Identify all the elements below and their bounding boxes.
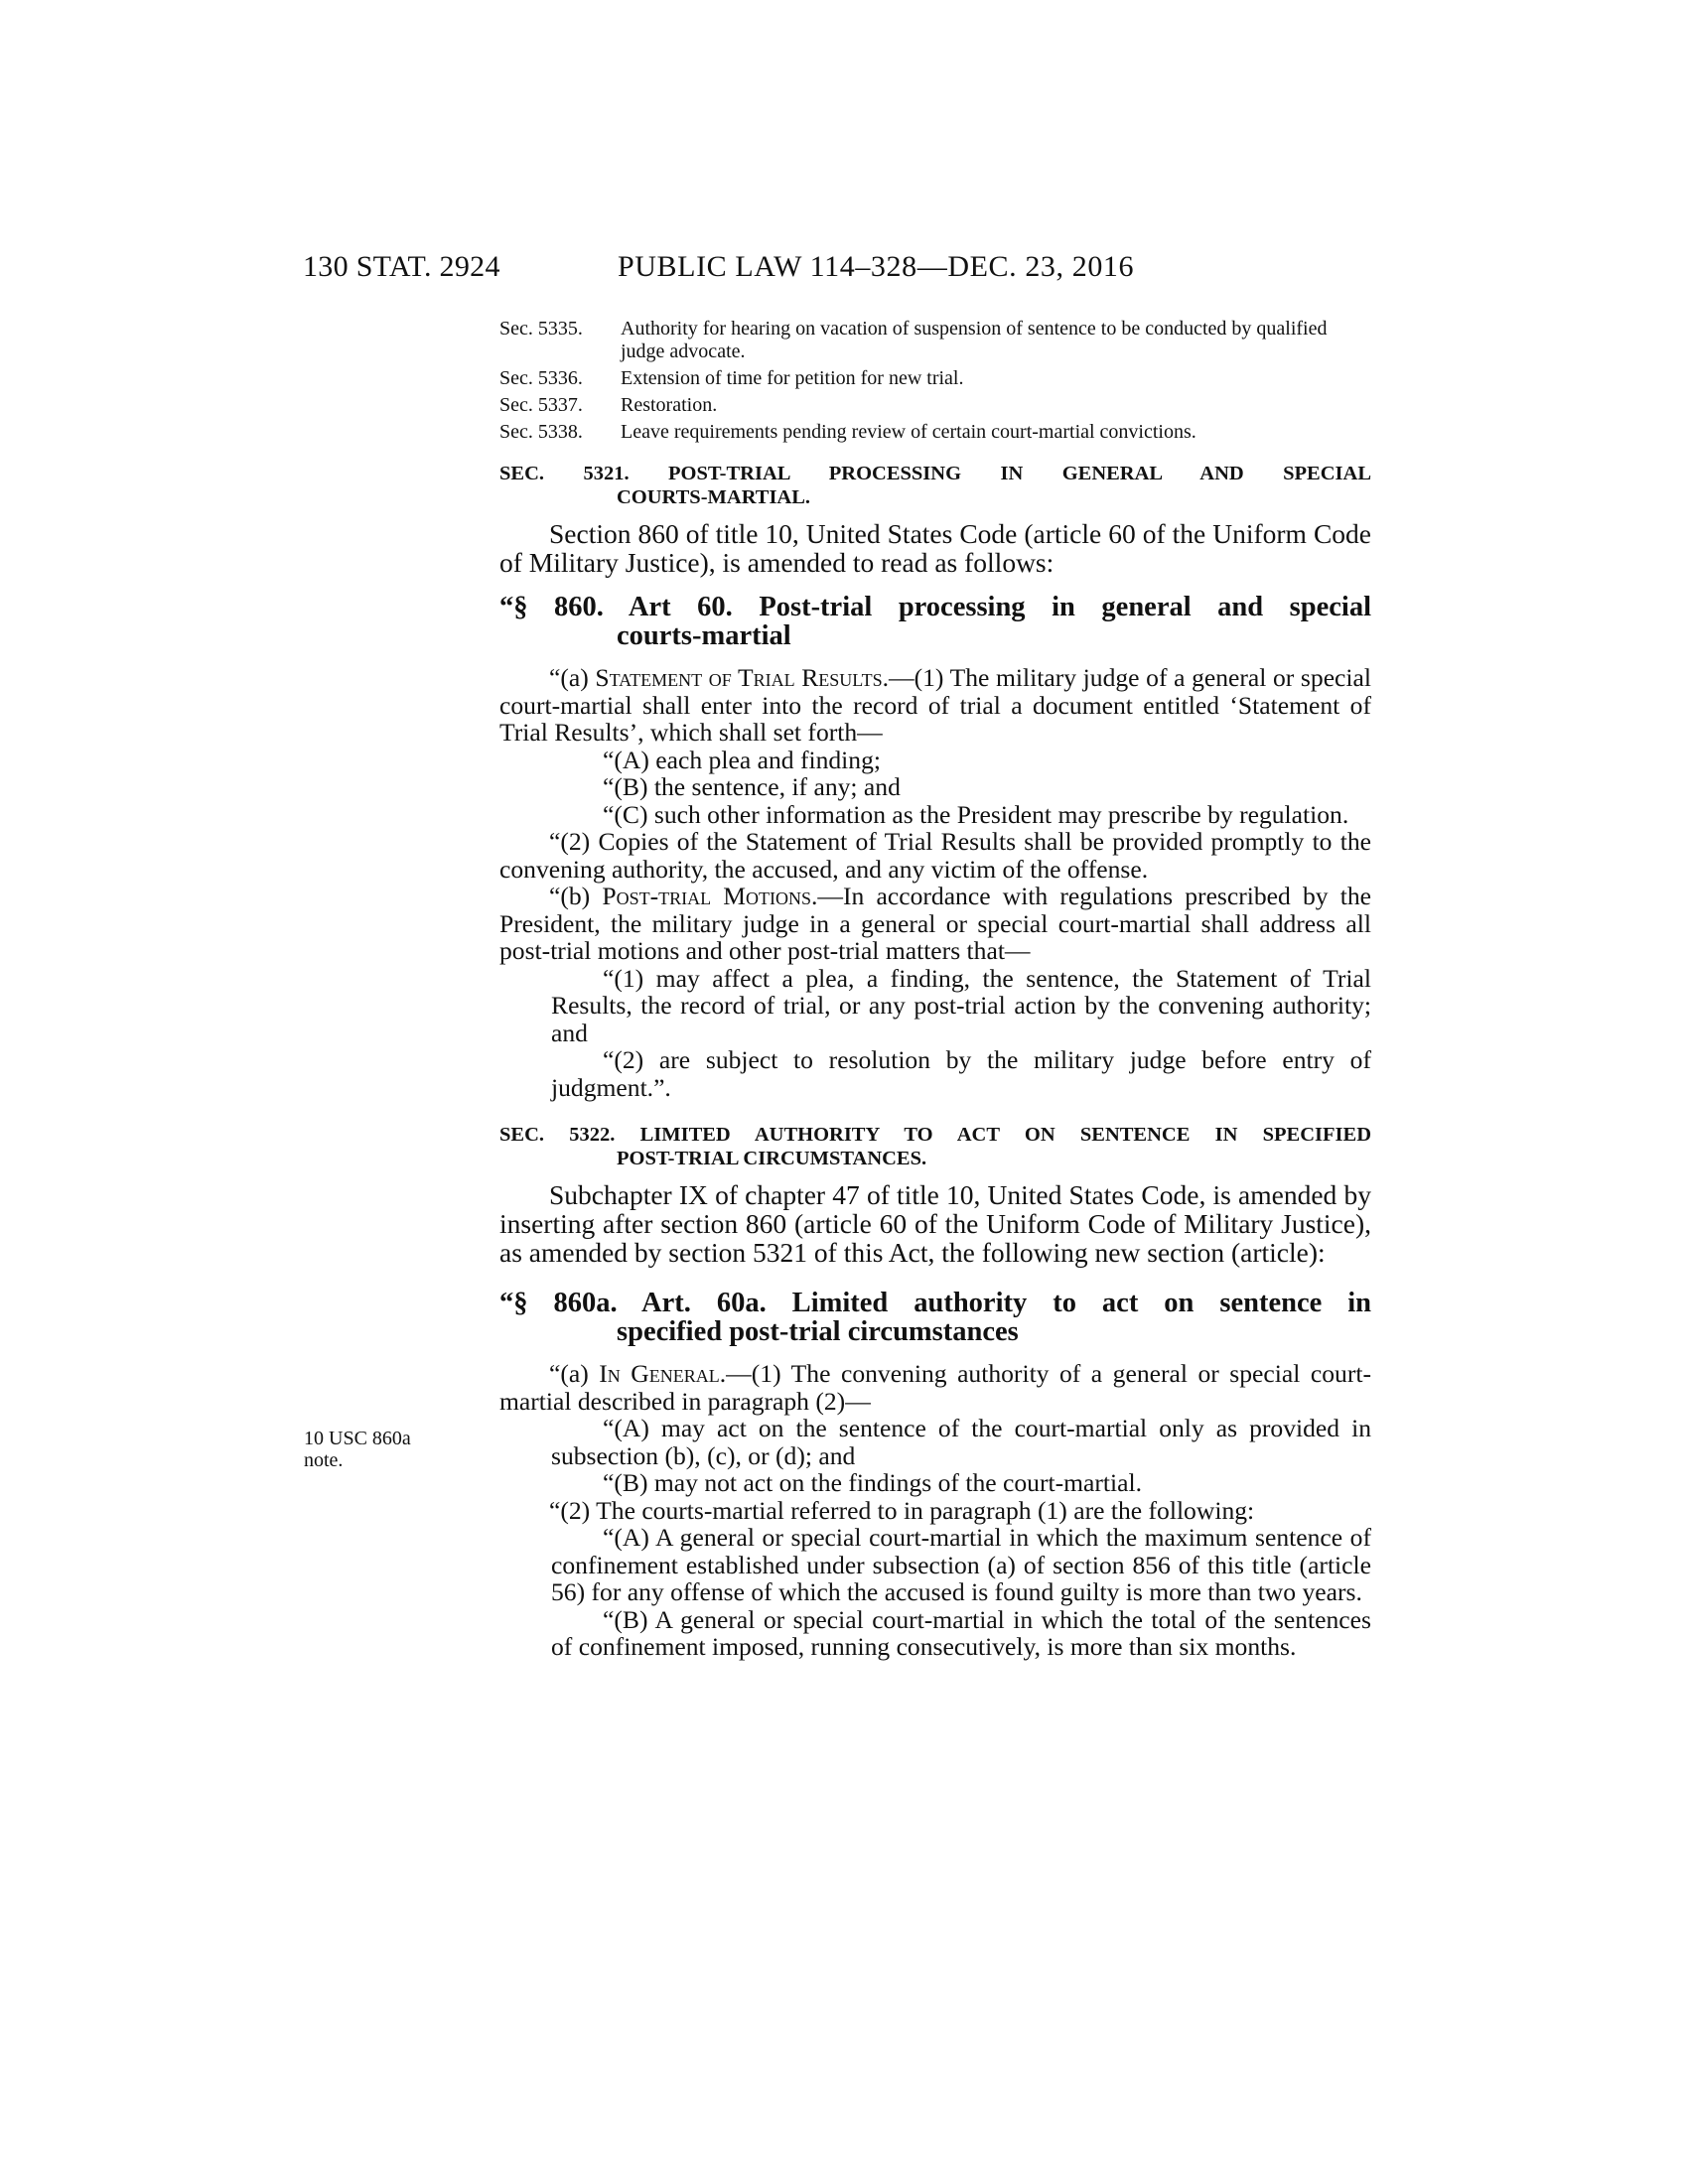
paragraph-a-2: “(2) Copies of the Statement of Trial Results shall be provided promptly to the convening authority, the accused, and any victim of the offense. (499, 827, 1371, 884)
subsection-open: “(b) (549, 882, 603, 910)
section-intro: Section 860 of title 10, United States Code (article 60 of the Uniform Code of Military Justice), is amended to read as follows: (499, 518, 1371, 578)
section-heading-line2: POST-TRIAL CIRCUMSTANCES. (617, 1148, 927, 1169)
article-heading-line1: “§ 860. Art 60. Post-trial processing in general and special (499, 592, 1371, 622)
subsection-open: “(a) (549, 663, 596, 692)
subsection-text: .—In accordance with regulations prescribed by the President, the military judge in a general or special court-martial shall address all post-trial motions and other post-trial matters that— (499, 882, 1372, 965)
clause-a-B: “(B) may not act on the findings of the court-martial. (603, 1468, 1142, 1497)
toc-text: Restoration. (621, 394, 718, 416)
article-heading-line2: courts-martial (617, 620, 791, 651)
clause-a-B: “(B) the sentence, if any; and (603, 772, 901, 801)
running-header-title: PUBLIC LAW 114–328—DEC. 23, 2016 (618, 250, 1135, 283)
subsection-open: “(a) (549, 1359, 600, 1388)
clause-a-A: “(A) may act on the sentence of the court-martial only as provided in subsection (b), (c), or (d); and (551, 1414, 1371, 1470)
clause-a-A: “(A) each plea and finding; (603, 745, 881, 774)
clause-a-2-A: “(A) A general or special court-martial in which the maximum sentence of confinement established under subsection (a) of section 856 of this title (article 56) for any offense of which the accused is found guilty is more than two years. (551, 1523, 1371, 1606)
subsection-label: Statement of Trial Results (595, 663, 883, 692)
clause-a-C: “(C) such other information as the President may prescribe by regulation. (603, 799, 1349, 829)
subsection-text: .—(1) The convening authority of a general or special court-martial described in paragraph (2)— (499, 1359, 1371, 1416)
section-heading-5321 (499, 462, 1371, 509)
clause-a-2-B: “(B) A general or special court-martial in which the total of the sentences of confinement imposed, running consecutively, is more than six months. (551, 1604, 1371, 1661)
subsection-text: .—(1) The military judge of a general or special court-martial shall enter into the record of trial a document entitled ‘Statement of Trial Results’, which shall set forth— (499, 663, 1371, 747)
section-heading-line2: COURTS-MARTIAL. (617, 486, 811, 508)
subsection-a (499, 1360, 1371, 1415)
subsection-label: Post-trial Motions (602, 882, 812, 910)
text-column (499, 318, 1371, 1661)
toc-entry (499, 421, 1371, 444)
toc-number: Sec. 5337. (499, 394, 583, 416)
section-heading-line1: SEC. 5321. POST-TRIAL PROCESSING IN GENERAL AND SPECIAL (499, 463, 1371, 484)
paragraph-b-2: “(2) are subject to resolution by the military judge before entry of judgment.”. (551, 1045, 1371, 1102)
toc-number: Sec. 5335. (499, 318, 583, 340)
paragraph-b-1: “(1) may affect a plea, a finding, the sentence, the Statement of Trial Results, the record of trial, or any post-trial action by the convening authority; and (551, 963, 1371, 1047)
toc-number: Sec. 5336. (499, 367, 583, 389)
section-heading-5322 (499, 1123, 1371, 1170)
section-intro: Subchapter IX of chapter 47 of title 10, United States Code, is amended by inserting after section 860 (article 60 of the Uniform Code of Military Justice), as amended by section 5321 of this Act, the following new section (article): (499, 1179, 1371, 1268)
article-heading-line2: specified post-trial circumstances (617, 1316, 1019, 1347)
toc-number: Sec. 5338. (499, 421, 583, 443)
statute-page-number: 130 STAT. 2924 (303, 250, 500, 283)
subsection-a (499, 664, 1371, 747)
toc-text: Extension of time for petition for new trial. (621, 367, 964, 389)
article-heading-860a (499, 1289, 1371, 1346)
section-heading-line1: SEC. 5322. LIMITED AUTHORITY TO ACT ON SENTENCE IN SPECIFIED (499, 1124, 1371, 1146)
article-heading-line1: “§ 860a. Art. 60a. Limited authority to act on sentence in (499, 1288, 1371, 1318)
toc-entry (499, 318, 1371, 363)
paragraph-a-2: “(2) The courts-martial referred to in paragraph (1) are the following: (549, 1495, 1255, 1525)
article-heading-860 (499, 593, 1371, 650)
subsection-b (499, 883, 1371, 965)
toc-text: Authority for hearing on vacation of suspension of sentence to be conducted by qualified judge advocate. (621, 318, 1328, 362)
margin-note: 10 USC 860a note. (304, 1428, 411, 1471)
toc-text: Leave requirements pending review of certain court-martial convictions. (621, 421, 1196, 443)
subsection-label: In General (599, 1359, 720, 1388)
table-of-contents (499, 318, 1371, 444)
toc-entry (499, 394, 1371, 417)
toc-entry (499, 367, 1371, 390)
